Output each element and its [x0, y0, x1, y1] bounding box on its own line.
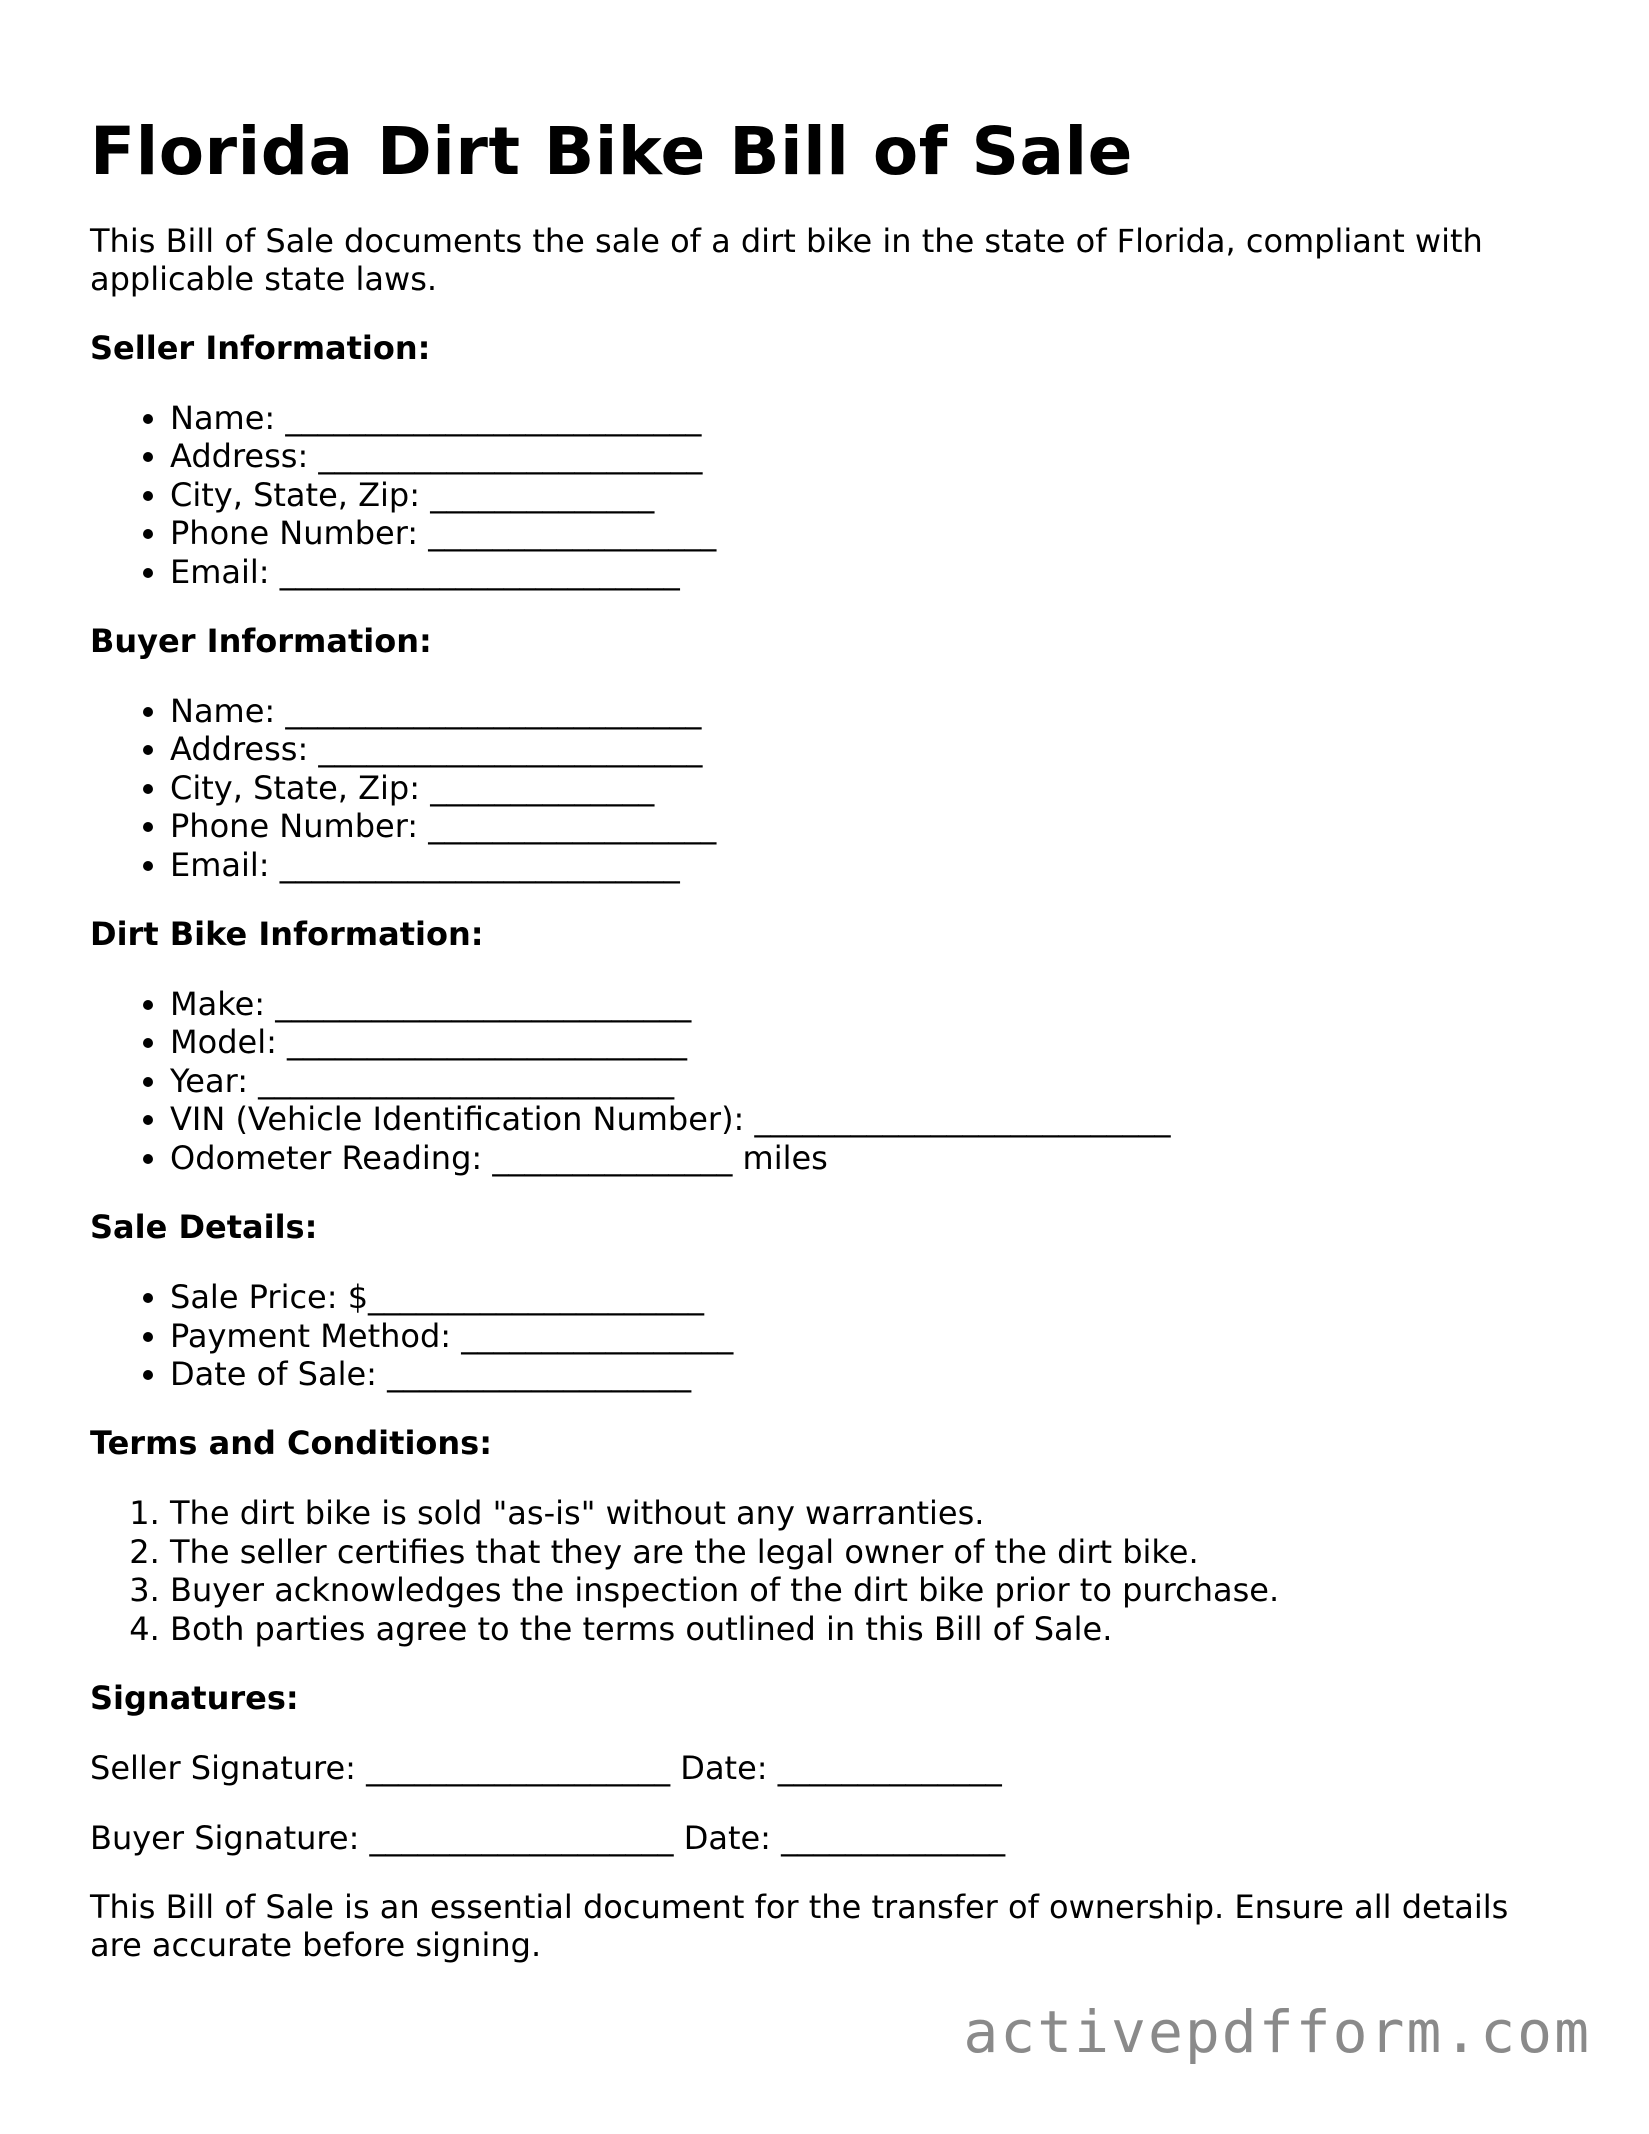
- bike-list: [90, 985, 1570, 1177]
- buyer-city-state-zip-field: • City, State, Zip: ______________: [170, 769, 1570, 807]
- document-page: [90, 0, 1570, 1964]
- bike-odometer-field: • Odometer Reading: _______________ miles: [170, 1139, 1570, 1177]
- term-item: 4. Both parties agree to the terms outlined in this Bill of Sale.: [170, 1610, 1570, 1648]
- seller-city-state-zip-field: • City, State, Zip: ______________: [170, 476, 1570, 514]
- closing-paragraph: This Bill of Sale is an essential document for the transfer of ownership. Ensure all details are accurate before signing.: [90, 1887, 1509, 1964]
- sale-list: [90, 1278, 1570, 1393]
- term-item: 2. The seller certifies that they are the legal owner of the dirt bike.: [170, 1533, 1570, 1571]
- date-of-sale-field: • Date of Sale: ___________________: [170, 1355, 1570, 1393]
- bike-vin-field: • VIN (Vehicle Identification Number): __________________________: [170, 1100, 1570, 1138]
- terms-heading: Terms and Conditions:: [90, 1424, 493, 1463]
- seller-name-field: • Name: __________________________: [170, 399, 1570, 437]
- intro-paragraph: This Bill of Sale documents the sale of a dirt bike in the state of Florida, compliant with applicable state laws.: [90, 222, 1483, 298]
- term-item: 1. The dirt bike is sold "as-is" without any warranties.: [170, 1494, 1570, 1532]
- buyer-list: [90, 692, 1570, 884]
- sale-heading: Sale Details:: [90, 1208, 318, 1247]
- seller-list: [90, 399, 1570, 591]
- buyer-address-field: • Address: ________________________: [170, 730, 1570, 768]
- seller-signature-line: Seller Signature: ___________________ Date: ______________: [90, 1748, 1002, 1787]
- document-title: Florida Dirt Bike Bill of Sale: [90, 113, 1133, 190]
- seller-phone-field: • Phone Number: __________________: [170, 514, 1570, 552]
- terms-list: [90, 1494, 1570, 1648]
- buyer-name-field: • Name: __________________________: [170, 692, 1570, 730]
- buyer-heading: Buyer Information:: [90, 622, 432, 661]
- bike-make-field: • Make: __________________________: [170, 985, 1570, 1023]
- bike-year-field: • Year: __________________________: [170, 1062, 1570, 1100]
- seller-email-field: • Email: _________________________: [170, 553, 1570, 591]
- bike-heading: Dirt Bike Information:: [90, 915, 484, 954]
- seller-address-field: • Address: ________________________: [170, 437, 1570, 475]
- seller-heading: Seller Information:: [90, 329, 431, 367]
- sale-price-field: • Sale Price: $_____________________: [170, 1278, 1570, 1316]
- signatures-heading: Signatures:: [90, 1678, 299, 1717]
- payment-method-field: • Payment Method: _________________: [170, 1317, 1570, 1355]
- watermark-text: activepdfform.com: [963, 1998, 1591, 2066]
- bike-model-field: • Model: _________________________: [170, 1023, 1570, 1061]
- buyer-phone-field: • Phone Number: __________________: [170, 807, 1570, 845]
- term-item: 3. Buyer acknowledges the inspection of the dirt bike prior to purchase.: [170, 1571, 1570, 1609]
- buyer-email-field: • Email: _________________________: [170, 846, 1570, 884]
- buyer-signature-line: Buyer Signature: ___________________ Date: ______________: [90, 1818, 1006, 1857]
